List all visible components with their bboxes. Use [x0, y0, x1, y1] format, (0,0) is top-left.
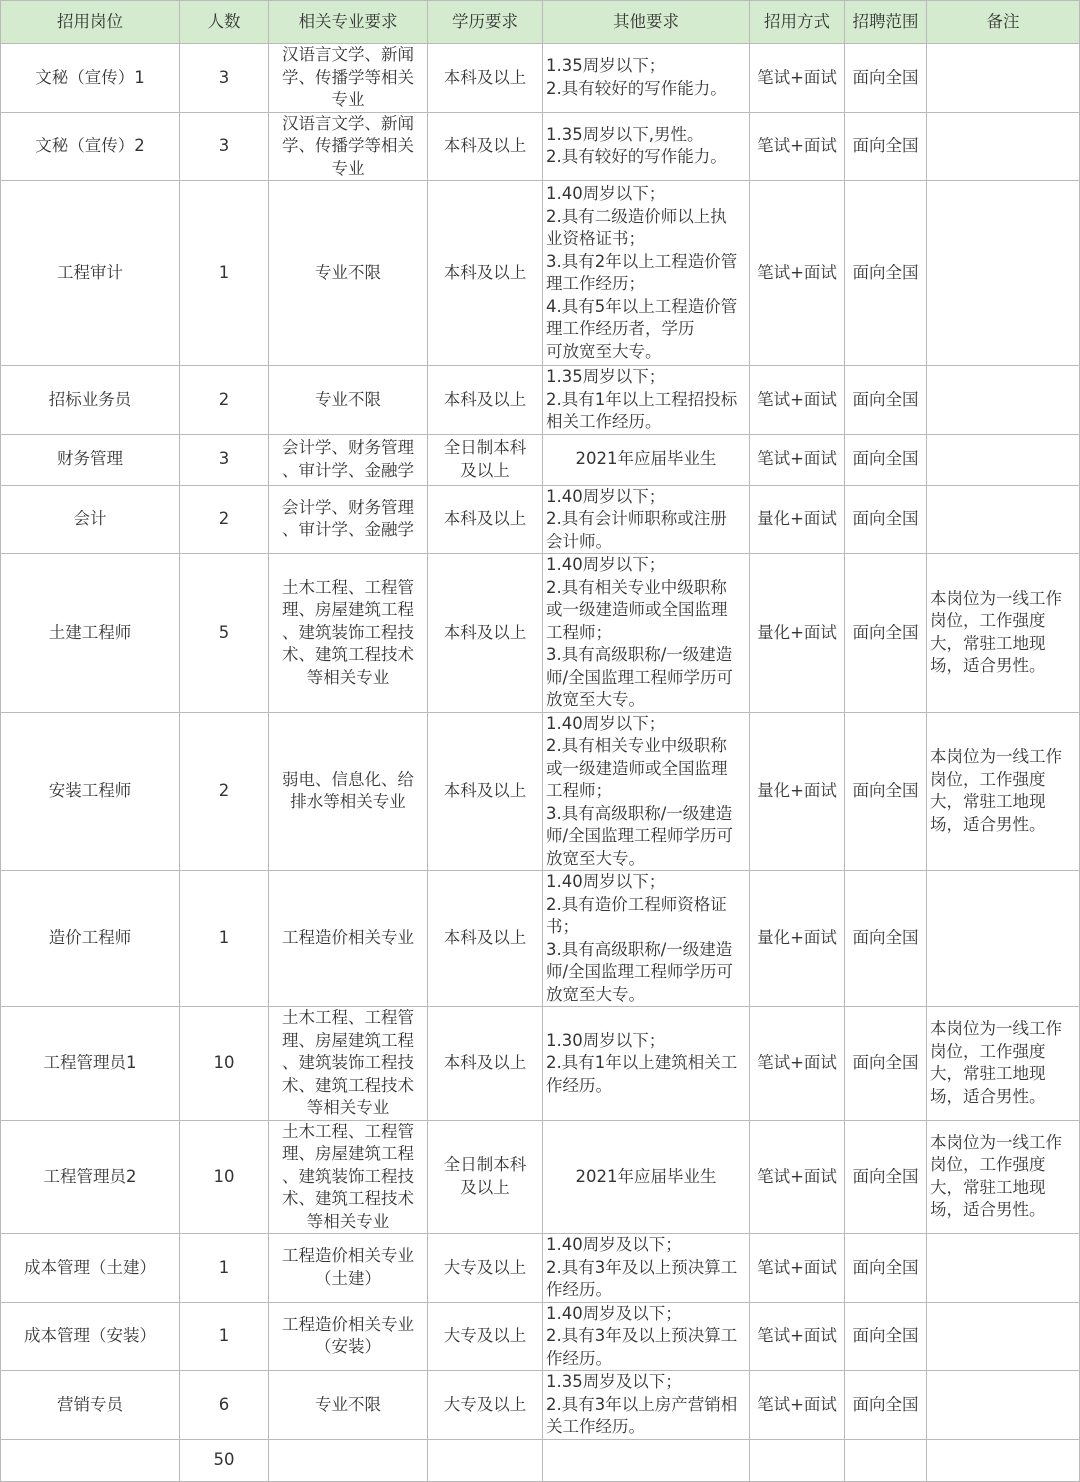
total-row	[1, 1439, 1080, 1481]
education-cell: 大专及以上	[428, 1371, 543, 1440]
scope-cell: 面向全国	[845, 1120, 927, 1234]
position-cell: 财务管理	[1, 434, 180, 485]
table-row	[1, 485, 1080, 554]
scope-cell: 面向全国	[845, 871, 927, 1007]
method-cell: 笔试+面试	[750, 1007, 845, 1121]
scope-cell: 面向全国	[845, 712, 927, 871]
method-cell: 笔试+面试	[750, 1371, 845, 1440]
position-cell: 文秘（宣传）2	[1, 112, 180, 181]
count-cell: 1	[180, 871, 269, 1007]
header-position: 招用岗位	[1, 1, 180, 44]
table-row	[1, 181, 1080, 366]
education-cell: 本科及以上	[428, 554, 543, 713]
method-cell: 笔试+面试	[750, 1120, 845, 1234]
position-cell: 工程审计	[1, 181, 180, 366]
major-cell: 土木工程、工程管 理、房屋建筑工程 、建筑装饰工程技 术、建筑工程技术 等相关专业	[269, 554, 428, 713]
scope-cell: 面向全国	[845, 1302, 927, 1371]
education-cell: 本科及以上	[428, 712, 543, 871]
count-cell: 1	[180, 181, 269, 366]
note-cell	[927, 181, 1080, 366]
table-row	[1, 44, 1080, 113]
other-requirements-cell: 1.35周岁以下； 2.具有较好的写作能力。	[543, 44, 750, 113]
scope-cell: 面向全国	[845, 554, 927, 713]
education-cell: 本科及以上	[428, 112, 543, 181]
other-requirements-cell: 1.30周岁以下； 2.具有1年以上建筑相关工 作经历。	[543, 1007, 750, 1121]
empty-cell	[428, 1439, 543, 1481]
count-cell: 3	[180, 112, 269, 181]
header-major: 相关专业要求	[269, 1, 428, 44]
other-requirements-cell: 1.35周岁以下； 2.具有1年以上工程招投标 相关工作经历。	[543, 366, 750, 435]
position-cell: 安装工程师	[1, 712, 180, 871]
other-requirements-cell: 1.40周岁以下； 2.具有造价工程师资格证 书； 3.具有高级职称/一级建造 师/全国监理工程师学历可 放宽至大专。	[543, 871, 750, 1007]
scope-cell: 面向全国	[845, 181, 927, 366]
education-cell: 全日制本科 及以上	[428, 434, 543, 485]
other-requirements-cell: 1.40周岁及以下； 2.具有3年及以上预决算工 作经历。	[543, 1234, 750, 1303]
table-row	[1, 366, 1080, 435]
scope-cell: 面向全国	[845, 1234, 927, 1303]
position-cell: 工程管理员2	[1, 1120, 180, 1234]
major-cell: 会计学、财务管理 、审计学、金融学	[269, 485, 428, 554]
scope-cell: 面向全国	[845, 485, 927, 554]
table-row	[1, 554, 1080, 713]
education-cell: 本科及以上	[428, 1007, 543, 1121]
table-row	[1, 712, 1080, 871]
note-cell	[927, 366, 1080, 435]
method-cell: 量化+面试	[750, 485, 845, 554]
position-cell: 会计	[1, 485, 180, 554]
count-cell: 2	[180, 712, 269, 871]
count-cell: 1	[180, 1302, 269, 1371]
note-cell	[927, 1234, 1080, 1303]
other-requirements-cell: 1.40周岁以下； 2.具有二级造价师以上执 业资格证书； 3.具有2年以上工程造价管 理工作经历； 4.具有5年以上工程造价管 理工作经历者，学历 可放宽至大专。	[543, 181, 750, 366]
scope-cell: 面向全国	[845, 44, 927, 113]
major-cell: 专业不限	[269, 181, 428, 366]
major-cell: 会计学、财务管理 、审计学、金融学	[269, 434, 428, 485]
table-row	[1, 434, 1080, 485]
position-cell: 招标业务员	[1, 366, 180, 435]
education-cell: 本科及以上	[428, 871, 543, 1007]
method-cell: 量化+面试	[750, 871, 845, 1007]
method-cell: 笔试+面试	[750, 1234, 845, 1303]
major-cell: 汉语言文学、新闻 学、传播学等相关 专业	[269, 44, 428, 113]
count-cell: 3	[180, 434, 269, 485]
major-cell: 专业不限	[269, 1371, 428, 1440]
table-row	[1, 1120, 1080, 1234]
major-cell: 汉语言文学、新闻 学、传播学等相关 专业	[269, 112, 428, 181]
scope-cell: 面向全国	[845, 434, 927, 485]
major-cell: 土木工程、工程管 理、房屋建筑工程 、建筑装饰工程技 术、建筑工程技术 等相关专业	[269, 1007, 428, 1121]
count-cell: 10	[180, 1120, 269, 1234]
total-label-cell	[1, 1439, 180, 1481]
education-cell: 大专及以上	[428, 1302, 543, 1371]
method-cell: 笔试+面试	[750, 1302, 845, 1371]
scope-cell: 面向全国	[845, 366, 927, 435]
major-cell: 土木工程、工程管 理、房屋建筑工程 、建筑装饰工程技 术、建筑工程技术 等相关专业	[269, 1120, 428, 1234]
scope-cell: 面向全国	[845, 1371, 927, 1440]
header-other: 其他要求	[543, 1, 750, 44]
education-cell: 本科及以上	[428, 485, 543, 554]
header-scope: 招聘范围	[845, 1, 927, 44]
header-education: 学历要求	[428, 1, 543, 44]
note-cell: 本岗位为一线工作 岗位，工作强度 大，常驻工地现 场，适合男性。	[927, 1120, 1080, 1234]
table-row	[1, 871, 1080, 1007]
header-row	[1, 1, 1080, 44]
scope-cell: 面向全国	[845, 112, 927, 181]
other-requirements-cell: 1.40周岁以下； 2.具有相关专业中级职称 或一级建造师或全国监理 工程师； 3.具有高级职称/一级建造 师/全国监理工程师学历可 放宽至大专。	[543, 712, 750, 871]
method-cell: 笔试+面试	[750, 366, 845, 435]
count-cell: 2	[180, 366, 269, 435]
header-count: 人数	[180, 1, 269, 44]
method-cell: 笔试+面试	[750, 181, 845, 366]
note-cell	[927, 1371, 1080, 1440]
education-cell: 大专及以上	[428, 1234, 543, 1303]
other-requirements-cell: 1.40周岁及以下； 2.具有3年及以上预决算工 作经历。	[543, 1302, 750, 1371]
position-cell: 成本管理（安装）	[1, 1302, 180, 1371]
note-cell	[927, 485, 1080, 554]
major-cell: 弱电、信息化、给 排水等相关专业	[269, 712, 428, 871]
method-cell: 笔试+面试	[750, 434, 845, 485]
education-cell: 本科及以上	[428, 181, 543, 366]
table-row	[1, 112, 1080, 181]
table-row	[1, 1371, 1080, 1440]
note-cell	[927, 44, 1080, 113]
other-requirements-cell: 2021年应届毕业生	[543, 434, 750, 485]
table-row	[1, 1234, 1080, 1303]
empty-cell	[845, 1439, 927, 1481]
table-row	[1, 1302, 1080, 1371]
method-cell: 笔试+面试	[750, 44, 845, 113]
position-cell: 成本管理（土建）	[1, 1234, 180, 1303]
major-cell: 工程造价相关专业 （土建）	[269, 1234, 428, 1303]
education-cell: 全日制本科 及以上	[428, 1120, 543, 1234]
empty-cell	[750, 1439, 845, 1481]
position-cell: 造价工程师	[1, 871, 180, 1007]
header-method: 招用方式	[750, 1, 845, 44]
other-requirements-cell: 1.35周岁以下,男性。 2.具有较好的写作能力。	[543, 112, 750, 181]
count-cell: 2	[180, 485, 269, 554]
count-cell: 3	[180, 44, 269, 113]
major-cell: 专业不限	[269, 366, 428, 435]
count-cell: 5	[180, 554, 269, 713]
note-cell: 本岗位为一线工作 岗位，工作强度 大，常驻工地现 场，适合男性。	[927, 1007, 1080, 1121]
major-cell: 工程造价相关专业 （安装）	[269, 1302, 428, 1371]
note-cell: 本岗位为一线工作 岗位，工作强度 大，常驻工地现 场，适合男性。	[927, 712, 1080, 871]
total-count-cell: 50	[180, 1439, 269, 1481]
method-cell: 量化+面试	[750, 712, 845, 871]
other-requirements-cell: 2021年应届毕业生	[543, 1120, 750, 1234]
note-cell	[927, 871, 1080, 1007]
note-cell	[927, 434, 1080, 485]
method-cell: 量化+面试	[750, 554, 845, 713]
empty-cell	[543, 1439, 750, 1481]
table-row	[1, 1007, 1080, 1121]
other-requirements-cell: 1.40周岁以下； 2.具有相关专业中级职称 或一级建造师或全国监理 工程师； 3.具有高级职称/一级建造 师/全国监理工程师学历可 放宽至大专。	[543, 554, 750, 713]
position-cell: 土建工程师	[1, 554, 180, 713]
count-cell: 6	[180, 1371, 269, 1440]
education-cell: 本科及以上	[428, 366, 543, 435]
method-cell: 笔试+面试	[750, 112, 845, 181]
education-cell: 本科及以上	[428, 44, 543, 113]
header-note: 备注	[927, 1, 1080, 44]
note-cell	[927, 112, 1080, 181]
scope-cell: 面向全国	[845, 1007, 927, 1121]
note-cell	[927, 1302, 1080, 1371]
other-requirements-cell: 1.35周岁及以下； 2.具有3年以上房产营销相 关工作经历。	[543, 1371, 750, 1440]
other-requirements-cell: 1.40周岁以下； 2.具有会计师职称或注册 会计师。	[543, 485, 750, 554]
empty-cell	[927, 1439, 1080, 1481]
position-cell: 文秘（宣传）1	[1, 44, 180, 113]
empty-cell	[269, 1439, 428, 1481]
major-cell: 工程造价相关专业	[269, 871, 428, 1007]
count-cell: 10	[180, 1007, 269, 1121]
note-cell: 本岗位为一线工作 岗位，工作强度 大，常驻工地现 场，适合男性。	[927, 554, 1080, 713]
position-cell: 营销专员	[1, 1371, 180, 1440]
position-cell: 工程管理员1	[1, 1007, 180, 1121]
count-cell: 1	[180, 1234, 269, 1303]
